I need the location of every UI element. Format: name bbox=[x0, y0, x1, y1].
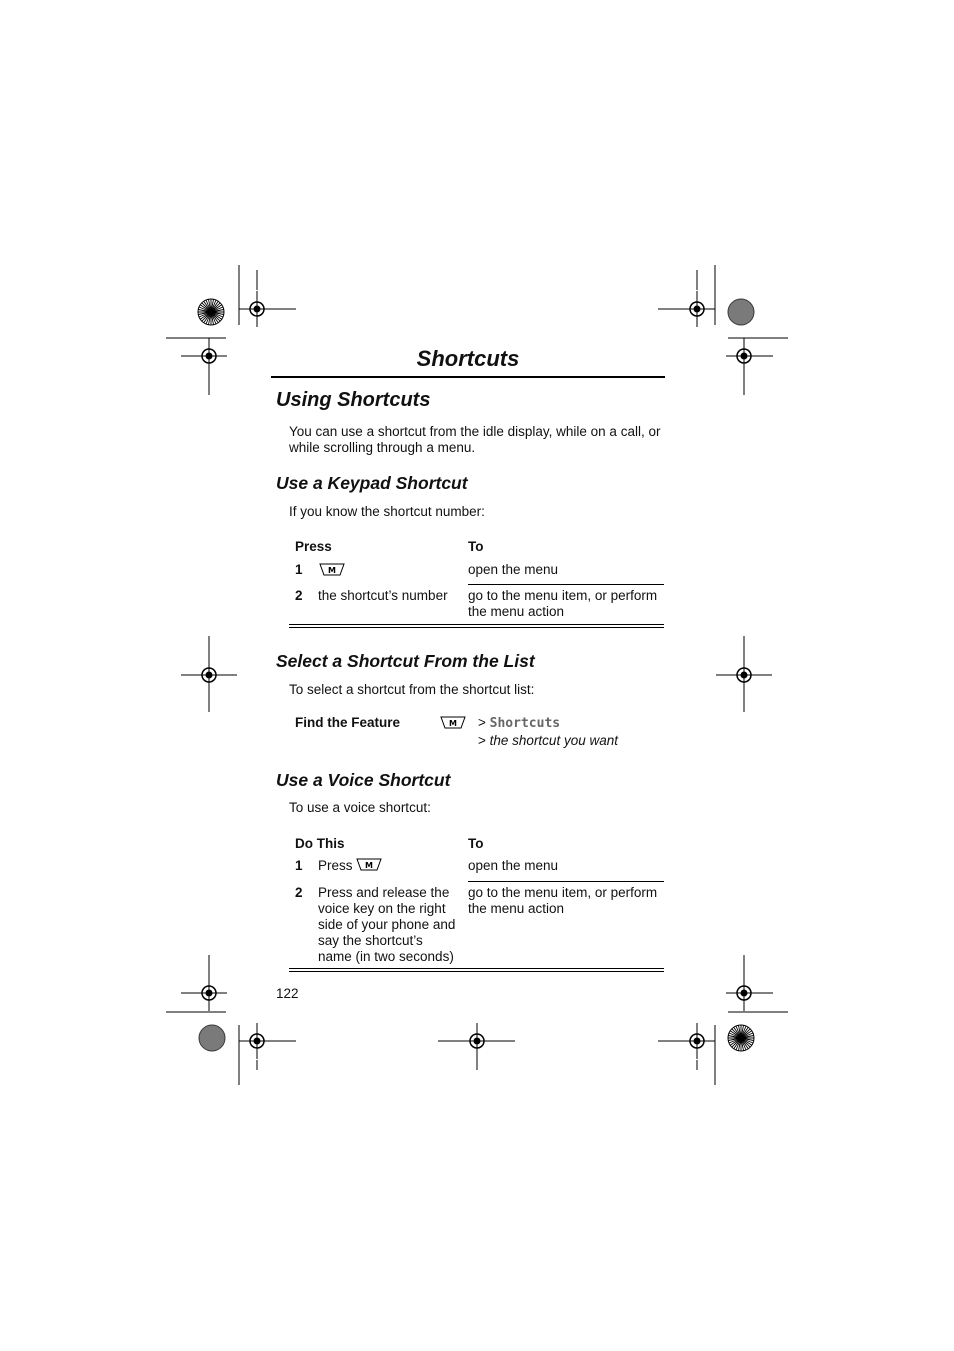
keypad-header-press: Press bbox=[295, 539, 332, 554]
voice-row-1-do bbox=[318, 858, 382, 874]
path-shortcuts: Shortcuts bbox=[489, 716, 561, 731]
voice-intro: To use a voice shortcut: bbox=[289, 800, 431, 815]
voice-header-to: To bbox=[468, 836, 484, 851]
keypad-row-2-to: go to the menu item, or perform the menu action bbox=[468, 588, 658, 619]
path-separator: > bbox=[478, 733, 486, 748]
keypad-table bbox=[289, 539, 664, 634]
voice-row-1-num: 1 bbox=[295, 858, 303, 873]
voice-row-2-to: go to the menu item, or perform the menu action bbox=[468, 885, 658, 916]
keypad-row-1-to: open the menu bbox=[468, 562, 559, 577]
keypad-table-rule-2 bbox=[289, 627, 664, 628]
list-title: Select a Shortcut From the List bbox=[276, 651, 535, 671]
path-separator: > bbox=[478, 715, 486, 730]
voice-row-2-num: 2 bbox=[295, 885, 303, 900]
chapter-rule bbox=[271, 376, 665, 378]
keypad-header-to: To bbox=[468, 539, 484, 554]
voice-row-2-do: Press and release the voice key on the right side of your phone and say the shortcut’s name (in two seconds) bbox=[318, 885, 456, 964]
voice-title: Use a Voice Shortcut bbox=[276, 770, 451, 790]
voice-row-divider bbox=[468, 881, 664, 882]
voice-row-1-press: Press bbox=[318, 858, 353, 873]
keypad-row-1-num: 1 bbox=[295, 562, 303, 577]
keypad-row-divider bbox=[468, 584, 664, 585]
svg-text:M: M bbox=[328, 566, 336, 575]
find-feature-label: Find the Feature bbox=[295, 715, 401, 730]
path-shortcut-you-want: the shortcut you want bbox=[489, 733, 618, 748]
svg-text:M: M bbox=[449, 719, 457, 728]
keypad-row-2-press: the shortcut’s number bbox=[318, 588, 448, 603]
menu-key-icon bbox=[356, 858, 382, 873]
svg-text:M: M bbox=[365, 861, 374, 870]
menu-key-icon bbox=[440, 716, 466, 732]
keypad-title: Use a Keypad Shortcut bbox=[276, 473, 468, 493]
voice-table-rule-1 bbox=[289, 968, 664, 969]
voice-header-do: Do This bbox=[295, 836, 345, 851]
keypad-table-rule-1 bbox=[289, 624, 664, 625]
chapter-title: Shortcuts bbox=[416, 346, 520, 371]
voice-table bbox=[289, 836, 664, 970]
feature-path-step-2 bbox=[478, 733, 618, 749]
keypad-row-2-num: 2 bbox=[295, 588, 303, 603]
voice-row-1-to: open the menu bbox=[468, 858, 559, 873]
list-intro: To select a shortcut from the shortcut list: bbox=[289, 682, 535, 697]
voice-table-rule-2 bbox=[289, 971, 664, 972]
feature-path-step-1 bbox=[478, 715, 560, 732]
keypad-intro: If you know the shortcut number: bbox=[289, 504, 485, 519]
menu-key-icon bbox=[319, 563, 345, 579]
page-number: 122 bbox=[276, 986, 299, 1001]
section-intro: You can use a shortcut from the idle display, while on a call, or while scrolling through a menu. bbox=[289, 424, 661, 455]
find-feature-block bbox=[289, 714, 664, 754]
section-title: Using Shortcuts bbox=[276, 389, 431, 411]
